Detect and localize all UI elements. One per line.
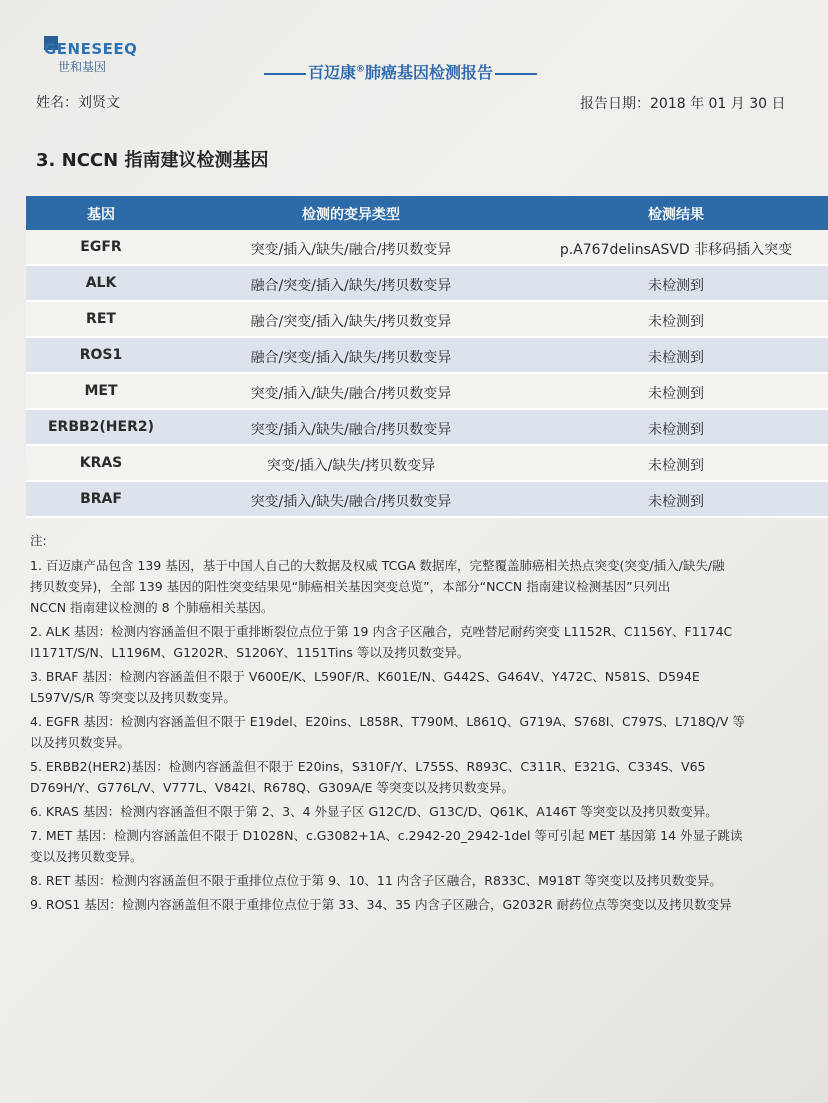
note-line: 7. MET 基因：检测内容涵盖但不限于 D1028N、c.G3082+1A、c.2942-20_2942-1del 等可引起 MET 基因第 14 外显子跳读	[30, 828, 743, 843]
gene-cell: KRAS	[79, 455, 123, 471]
gene-cell: ROS1	[79, 347, 123, 363]
variant-type-cell: 突变/插入/缺失/融合/拷贝数变异	[250, 242, 452, 258]
result-cell: 未检测到	[648, 314, 704, 330]
variant-type-cell: 融合/突变/插入/缺失/拷贝数变异	[250, 314, 452, 330]
variant-type-cell: 融合/突变/插入/缺失/拷贝数变异	[250, 278, 452, 294]
note-line: 2. ALK 基因：检测内容涵盖但不限于重排断裂位点位于第 19 内含子区融合，克唑替尼耐药突变 L1152R、C1156Y、F1174C	[30, 624, 733, 639]
company-logo	[44, 34, 140, 74]
title-text: 肺癌基因检测报告	[365, 63, 494, 82]
title-rule-right	[495, 73, 537, 75]
table-row	[26, 230, 828, 266]
notes-label: 注:	[30, 533, 47, 548]
note-line: L597V/S/R 等突变以及拷贝数变异。	[30, 690, 236, 705]
note-line: 1. 百迈康产品包含 139 基因，基于中国人自己的大数据及权威 TCGA 数据库，完整覆盖肺癌相关热点突变(突变/插入/缺失/融	[30, 558, 725, 573]
note-line: I1171T/S/N、L1196M、G1202R、S1206Y、1151Tins 等以及拷贝数变异。	[30, 645, 470, 660]
variant-type-cell: 融合/突变/插入/缺失/拷贝数变异	[250, 350, 452, 366]
gene-cell: ERBB2(HER2)	[47, 419, 155, 435]
note-line: 以及拷贝数变异。	[30, 735, 131, 750]
note-line: D769H/Y、G776L/V、V777L、V842I、R678Q、G309A/E 等突变以及拷贝数变异。	[30, 780, 515, 795]
logo-chinese-name: 世和基因	[58, 60, 107, 74]
gene-cell: MET	[84, 383, 118, 399]
result-cell: p.A767delinsASVD 非移码插入突变	[559, 242, 793, 258]
report-date: 报告日期：2018 年 01 月 30 日	[580, 96, 786, 112]
note-line: 拷贝数变异)，全部 139 基因的阳性突变结果见“肺癌相关基因突变总览”，本部分“NCCN 指南建议检测基因”只列出	[30, 579, 671, 594]
variant-type-cell: 突变/插入/缺失/融合/拷贝数变异	[250, 494, 452, 510]
table-header	[26, 196, 828, 230]
registered-mark: ®	[356, 64, 366, 75]
gene-table	[26, 196, 828, 518]
patient-name: 姓名：刘贤文	[36, 95, 120, 111]
header-variant-type: 检测的变异类型	[302, 207, 400, 223]
note-line: 8. RET 基因：检测内容涵盖但不限于重排位点位于第 9、10、11 内含子区融合，R833C、M918T 等突变以及拷贝数变异。	[30, 873, 722, 888]
gene-cell: BRAF	[80, 491, 122, 507]
note-line: NCCN 指南建议检测的 8 个肺癌相关基因。	[30, 600, 274, 615]
table-row	[26, 302, 828, 338]
table-row	[26, 338, 828, 374]
table-row	[26, 266, 828, 302]
variant-type-cell: 突变/插入/缺失/融合/拷贝数变异	[250, 422, 452, 438]
result-cell: 未检测到	[648, 386, 704, 402]
table-row	[26, 410, 828, 446]
gene-cell: EGFR	[80, 239, 122, 255]
gene-cell: ALK	[85, 275, 117, 291]
table-row	[26, 446, 828, 482]
variant-type-cell: 突变/插入/缺失/拷贝数变异	[266, 458, 436, 474]
result-cell: 未检测到	[648, 278, 704, 294]
logo-wordmark: GENESEEQ	[44, 40, 138, 58]
header-result: 检测结果	[648, 207, 704, 223]
note-line: 5. ERBB2(HER2)基因：检测内容涵盖但不限于 E20ins，S310F/Y、L755S、R893C、C311R、E321G、C334S、V65	[30, 759, 706, 774]
note-line: 4. EGFR 基因：检测内容涵盖但不限于 E19del、E20ins、L858R、T790M、L861Q、G719A、S768I、C797S、L718Q/V 等	[30, 714, 745, 729]
variant-type-cell: 突变/插入/缺失/融合/拷贝数变异	[250, 386, 452, 402]
result-cell: 未检测到	[648, 494, 704, 510]
result-cell: 未检测到	[648, 350, 704, 366]
result-cell: 未检测到	[648, 458, 704, 474]
section-title: 3. NCCN 指南建议检测基因	[36, 150, 269, 171]
table-row	[26, 374, 828, 410]
note-line: 变以及拷贝数变异。	[30, 849, 143, 864]
report-title	[262, 60, 539, 83]
table-row	[26, 482, 828, 518]
gene-cell: RET	[86, 311, 116, 327]
header-gene: 基因	[87, 207, 115, 223]
result-cell: 未检测到	[648, 422, 704, 438]
note-line: 6. KRAS 基因：检测内容涵盖但不限于第 2、3、4 外显子区 G12C/D、G13C/D、Q61K、A146T 等突变以及拷贝数变异。	[30, 804, 718, 819]
note-line: 9. ROS1 基因：检测内容涵盖但不限于重排位点位于第 33、34、35 内含子区融合，G2032R 耐药位点等突变以及拷贝数变异	[30, 897, 732, 912]
title-rule-left	[264, 73, 306, 75]
notes-section	[30, 530, 828, 918]
title-product: 百迈康	[308, 63, 357, 82]
note-line: 3. BRAF 基因：检测内容涵盖但不限于 V600E/K、L590F/R、K601E/N、G442S、G464V、Y472C、N581S、D594E	[30, 669, 700, 684]
